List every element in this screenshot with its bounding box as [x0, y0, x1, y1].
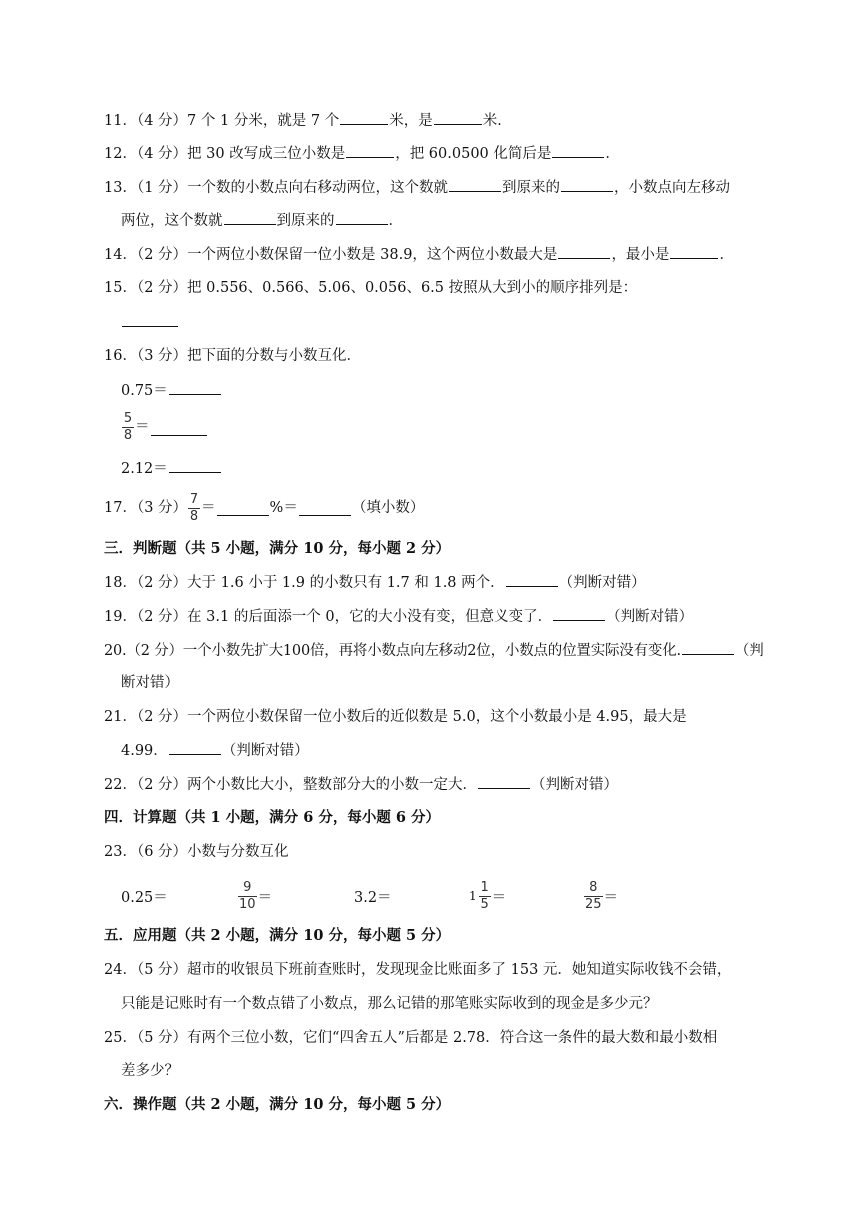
fraction: $\frac{5}{8}$: [123, 410, 133, 443]
fraction: $\frac{8}{25}$: [585, 879, 602, 912]
fraction: $\frac{7}{8}$: [189, 491, 199, 524]
question-13-line-1: 13．（1 分）一个数的小数点向右移动两位，这个数就 到原来的 ，小数点向左移动: [104, 177, 764, 198]
question-14: 14．（2 分）一个两位小数保留一位小数是 38.9，这个两位小数最大是 ，最小是 ．: [104, 244, 764, 265]
question-15: 15．（2 分）把 0.556、0.566、5.06、0.056、6.5 按照从大到小的顺序排列是：: [104, 280, 638, 296]
section-5-heading: 五．应用题（共 2 小题，满分 10 分，每小题 5 分）: [104, 927, 451, 944]
answer-blank[interactable]: [670, 244, 718, 259]
question-13-line-2: 两位，这个数就 到原来的 ．: [121, 210, 781, 231]
section-6-heading: 六．操作题（共 2 小题，满分 10 分，每小题 5 分）: [104, 1096, 451, 1113]
answer-blank[interactable]: [122, 312, 178, 327]
answer-blank[interactable]: [169, 740, 221, 755]
section-3-heading: 三．判断题（共 5 小题，满分 10 分，每小题 2 分）: [104, 540, 451, 557]
question-22: 22．（2 分）两个小数比大小，整数部分大的小数一定大． （判断对错）: [104, 774, 764, 795]
question-23-items: [121, 876, 761, 916]
calc-item-4: 1 $\frac{1}{5}$ ＝: [469, 879, 507, 912]
question-20-line-1: 20.（2 分）一个小数先扩大100倍，再将小数点向左移动2位，小数点的位置实际没有变化. （判: [104, 640, 764, 661]
answer-blank[interactable]: [151, 421, 207, 436]
answer-blank[interactable]: [553, 606, 605, 621]
question-15-answer: [121, 312, 781, 333]
answer-blank[interactable]: [449, 177, 501, 192]
calc-item-2: $\frac{9}{10}$ ＝: [239, 879, 273, 912]
calc-item-1: 0.25＝: [121, 889, 168, 906]
question-24-line-2: 只能是记账时有一个数点错了小数点，那么记错的那笔账实际收到的现金是多少元？: [121, 996, 658, 1012]
calc-item-5: $\frac{8}{25}$ ＝: [585, 879, 619, 912]
answer-blank[interactable]: [558, 244, 610, 259]
question-23: 23．（6 分）小数与分数互化: [104, 844, 289, 860]
question-11: 11．（4 分）7 个 1 分米，就是 7 个 米，是 米．: [104, 110, 764, 131]
question-16: 16．（3 分）把下面的分数与小数互化．: [104, 348, 362, 364]
answer-blank[interactable]: [169, 380, 221, 395]
question-21-line-2: 4.99． （判断对错）: [121, 740, 781, 761]
question-17: 17．（3 分） $\frac{7}{8}$ ＝ %＝ （填小数）: [104, 491, 425, 524]
question-12: 12．（4 分）把 30 改写成三位小数是 ，把 60.0500 化简后是 ．: [104, 143, 764, 164]
answer-blank[interactable]: [224, 210, 276, 225]
question-25-line-1: 25．（5 分）有两个三位小数，它们“四舍五人”后都是 2.78．符合这一条件的最大数和最小数相: [104, 1030, 718, 1046]
answer-blank[interactable]: [336, 210, 388, 225]
answer-blank[interactable]: [506, 572, 558, 587]
answer-blank[interactable]: [434, 110, 482, 125]
question-18: 18．（2 分）大于 1.6 小于 1.9 的小数只有 1.7 和 1.8 两个． （判断对错）: [104, 572, 764, 593]
answer-blank[interactable]: [169, 458, 221, 473]
answer-blank[interactable]: [217, 501, 269, 516]
answer-blank[interactable]: [552, 143, 604, 158]
answer-blank[interactable]: [299, 501, 351, 516]
question-24-line-1: 24．（5 分）超市的收银员下班前查账时，发现现金比账面多了 153 元．她知道实际收钱不会错，: [104, 962, 732, 978]
question-16-row-1: 0.75＝: [121, 380, 781, 401]
question-20-line-2: 断对错）: [121, 675, 179, 691]
answer-blank[interactable]: [478, 774, 530, 789]
section-4-heading: 四．计算题（共 1 小题，满分 6 分，每小题 6 分）: [104, 809, 441, 826]
answer-blank[interactable]: [340, 110, 388, 125]
question-16-row-2: $\frac{5}{8}$ ＝: [121, 410, 781, 444]
answer-blank[interactable]: [561, 177, 613, 192]
calc-item-3: 3.2＝: [354, 889, 392, 906]
question-25-line-2: 差多少？: [121, 1063, 179, 1079]
answer-blank[interactable]: [682, 640, 734, 655]
question-16-row-3: 2.12＝: [121, 458, 781, 479]
answer-blank[interactable]: [346, 143, 394, 158]
fraction: $\frac{9}{10}$: [239, 879, 256, 912]
question-19: 19．（2 分）在 3.1 的后面添一个 0，它的大小没有变，但意义变了． （判断对错）: [104, 606, 764, 627]
question-21-line-1: 21．（2 分）一个两位小数保留一位小数后的近似数是 5.0，这个小数最小是 4.95，最大是: [104, 709, 687, 725]
fraction: $\frac{1}{5}$: [480, 879, 489, 912]
